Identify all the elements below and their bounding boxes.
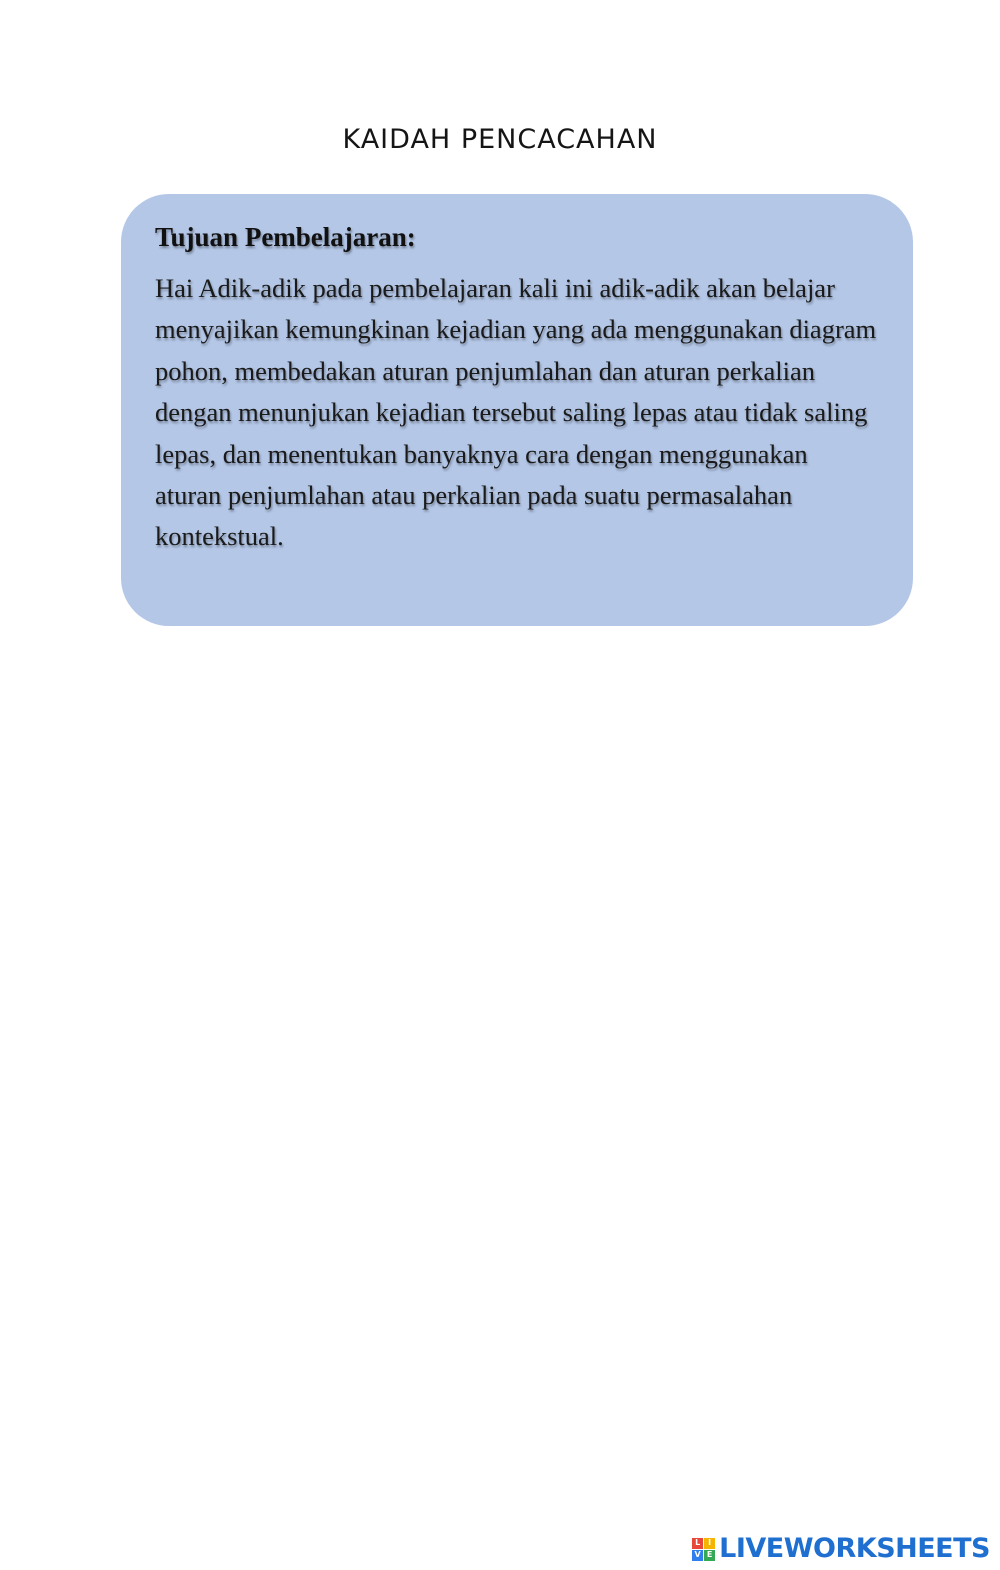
liveworksheets-watermark[interactable] — [692, 1534, 990, 1564]
page-title: KAIDAH PENCACAHAN — [342, 124, 658, 155]
logo-letter-v: V — [692, 1550, 703, 1561]
logo-letter-e: E — [704, 1550, 715, 1561]
learning-objectives-box — [121, 194, 913, 626]
objectives-text: Hai Adik-adik pada pembelajaran kali ini adik-adik akan belajar menyajikan kemungkinan kejadian yang ada menggunakan diagram pohon, membedakan aturan penjumlahan dan aturan perkalian dengan menunjukan kejadian tersebut saling lepas atau tidak saling lepas, dan menentukan banyaknya cara dengan menggunakan aturan penjumlahan atau perkalian pada suatu permasalahan kontekstual. — [155, 273, 877, 552]
liveworksheets-logo-icon — [692, 1538, 715, 1561]
watermark-text: LIVEWORKSHEETS — [719, 1533, 990, 1564]
logo-letter-l: L — [692, 1538, 703, 1549]
objectives-heading: Tujuan Pembelajaran: — [155, 222, 416, 252]
logo-letter-i: I — [704, 1538, 715, 1549]
